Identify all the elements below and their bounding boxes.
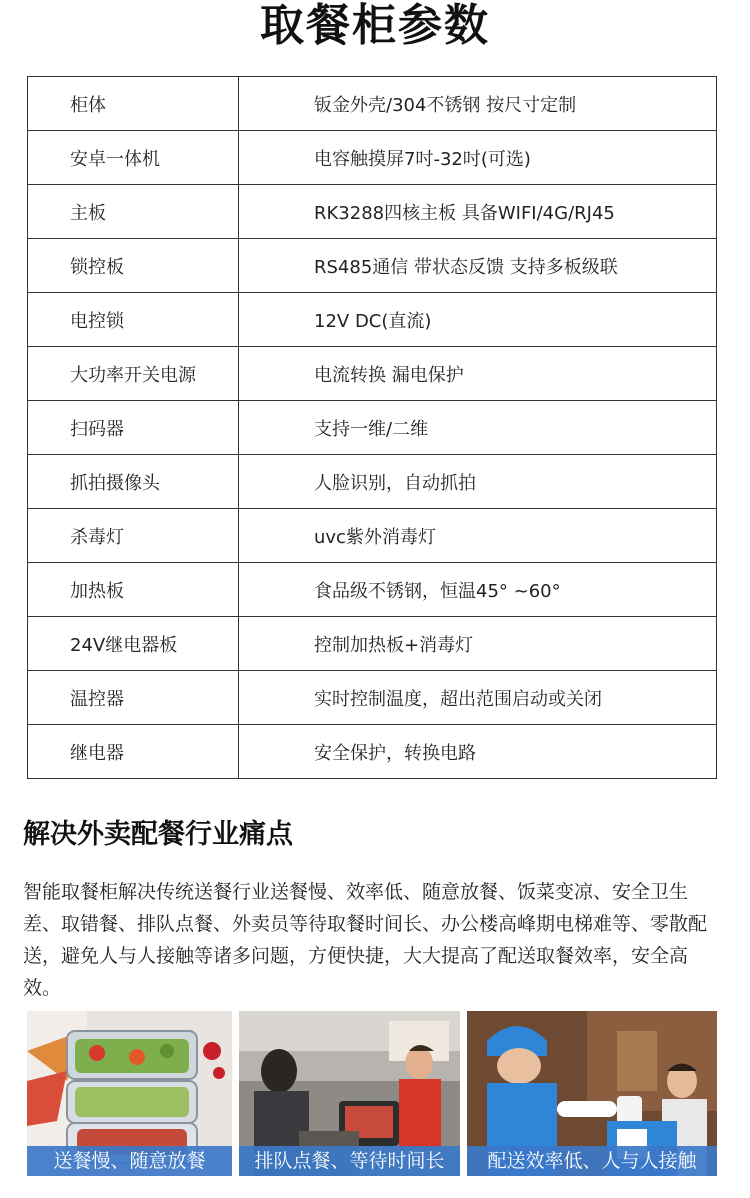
spec-name: 抓拍摄像头 (28, 455, 239, 509)
table-row (28, 725, 717, 779)
table-row (28, 455, 717, 509)
table-row (28, 239, 717, 293)
photo-caption: 配送效率低、人与人接触 (467, 1146, 717, 1176)
table-row (28, 509, 717, 563)
section-description: 智能取餐柜解决传统送餐行业送餐慢、效率低、随意放餐、饭菜变凉、安全卫生差、取错餐、排队点餐、外卖员等待取餐时间长、办公楼高峰期电梯难等、零散配送，避免人与人接触等诸多问题，方便快捷，大大提高了配送取餐效率，安全高效。 (23, 881, 708, 999)
photo-delivery-rider (467, 1011, 717, 1176)
table-row (28, 185, 717, 239)
spec-name: 柜体 (28, 77, 239, 131)
spec-value: 人脸识别，自动抓拍 (239, 455, 717, 509)
spec-name: 电控锁 (28, 293, 239, 347)
spec-value: 食品级不锈钢，恒温45° ~60° (239, 563, 717, 617)
spec-value: uvc紫外消毒灯 (239, 509, 717, 563)
section-title: 解决外卖配餐行业痛点 (23, 819, 293, 850)
spec-name: 安卓一体机 (28, 131, 239, 185)
table-row (28, 77, 717, 131)
spec-value: 支持一维/二维 (239, 401, 717, 455)
spec-name: 杀毒灯 (28, 509, 239, 563)
photo-caption: 排队点餐、等待时间长 (239, 1146, 460, 1176)
spec-value: 12V DC(直流) (239, 293, 717, 347)
spec-name: 锁控板 (28, 239, 239, 293)
spec-value: 实时控制温度，超出范围启动或关闭 (239, 671, 717, 725)
photo-counter-ordering (239, 1011, 460, 1176)
spec-name: 温控器 (28, 671, 239, 725)
table-row (28, 401, 717, 455)
spec-name: 24V继电器板 (28, 617, 239, 671)
spec-value: RK3288四核主板 具备WIFI/4G/RJ45 (239, 185, 717, 239)
table-row (28, 293, 717, 347)
spec-name: 大功率开关电源 (28, 347, 239, 401)
table-row (28, 563, 717, 617)
photo-caption: 送餐慢、随意放餐 (27, 1146, 232, 1176)
spec-name: 扫码器 (28, 401, 239, 455)
spec-name: 主板 (28, 185, 239, 239)
spec-value: 安全保护，转换电路 (239, 725, 717, 779)
table-row (28, 671, 717, 725)
spec-value: RS485通信 带状态反馈 支持多板级联 (239, 239, 717, 293)
page-title: 取餐柜参数 (260, 0, 490, 51)
table-row (28, 131, 717, 185)
spec-table (27, 76, 717, 779)
spec-value: 电流转换 漏电保护 (239, 347, 717, 401)
table-row (28, 617, 717, 671)
table-row (28, 347, 717, 401)
spec-value: 控制加热板+消毒灯 (239, 617, 717, 671)
spec-value: 电容触摸屏7吋-32吋(可选) (239, 131, 717, 185)
photo-food-containers (27, 1011, 232, 1176)
spec-value: 钣金外壳/304不锈钢 按尺寸定制 (239, 77, 717, 131)
photo-strip (27, 1011, 717, 1176)
spec-name: 继电器 (28, 725, 239, 779)
spec-name: 加热板 (28, 563, 239, 617)
